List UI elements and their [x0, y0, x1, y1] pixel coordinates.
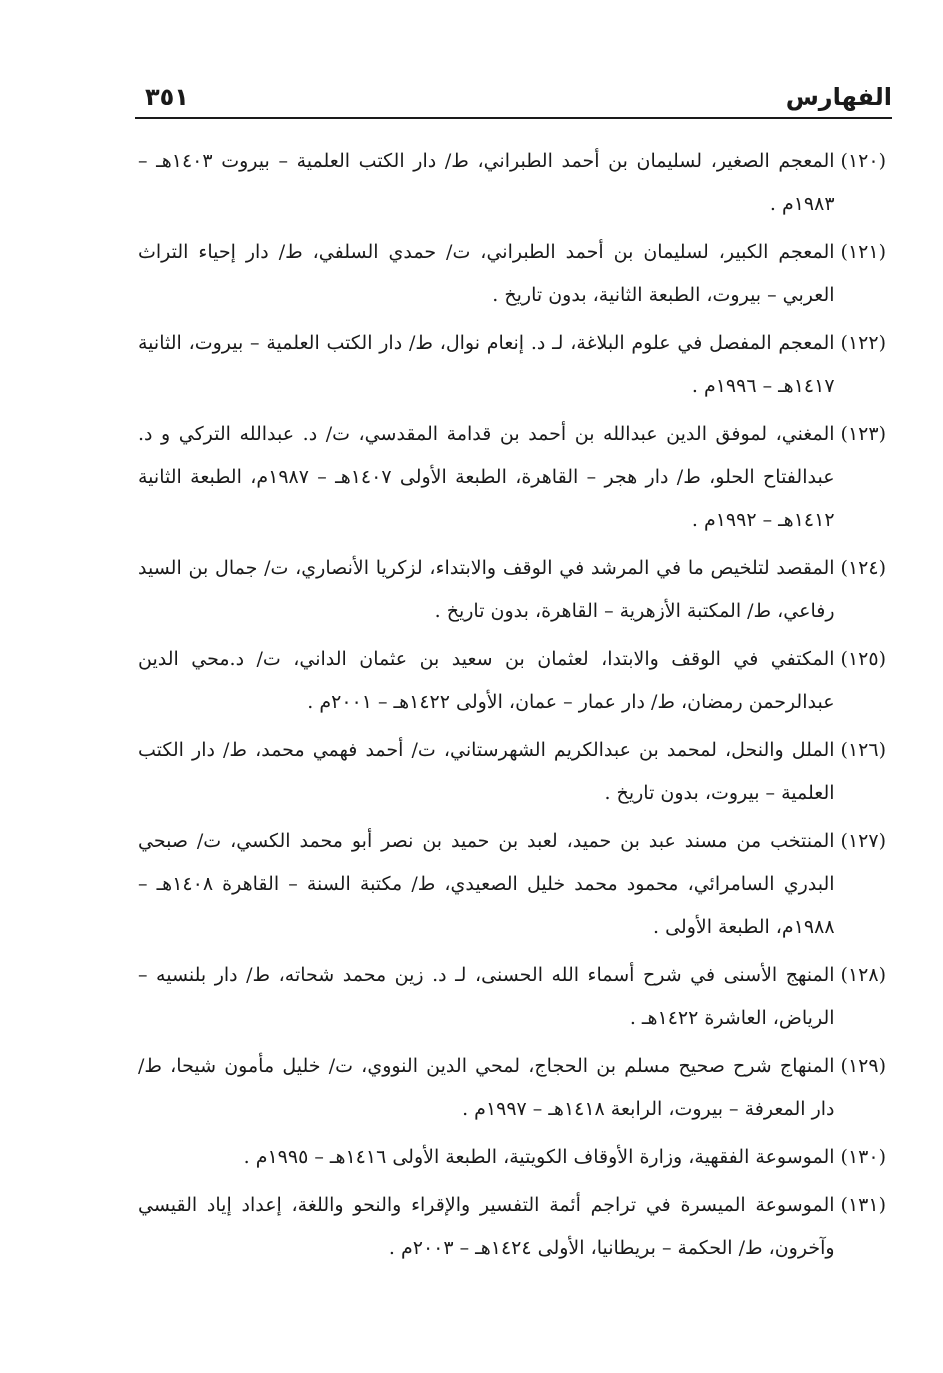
- bibliography-entry: [138, 1184, 886, 1270]
- bibliography-entry: [138, 231, 886, 317]
- bibliography-list: [138, 140, 886, 1275]
- entry-text: المنتخب من مسند عبد بن حميد، لعبد بن حميد بن نصر أبو محمد الكسي، ت/ صبحي البدري السامرائي، محمود محمد خليل الصعيدي، ط/ مكتبة السنة – القاهرة ١٤٠٨هـ – ١٩٨٨م، الطبعة الأولى .: [138, 830, 835, 938]
- entry-number: (١٢٠): [840, 150, 886, 172]
- entry-text: المعجم المفصل في علوم البلاغة، لـ د. إنعام نوال، ط/ دار الكتب العلمية – بيروت، الثانية ١٤١٧هـ – ١٩٩٦م .: [138, 332, 835, 397]
- entry-number: (١٣٠): [840, 1146, 886, 1168]
- entry-text: المكتفي في الوقف والابتدا، لعثمان بن سعيد بن عثمان الداني، ت/ د.محي الدين عبدالرحمن رمضان، ط/ دار عمار – عمان، الأولى ١٤٢٢هـ – ٢٠٠١م .: [138, 648, 835, 713]
- bibliography-entry: [138, 1136, 886, 1179]
- entry-text: الموسوعة الميسرة في تراجم أئمة التفسير والإقراء والنحو واللغة، إعداد إياد القيسي وآخرون، ط/ الحكمة – بريطانيا، الأولى ١٤٢٤هـ – ٢٠٠٣م .: [138, 1194, 835, 1259]
- entry-number: (١٢٨): [840, 964, 886, 986]
- page-title: الفهارس: [785, 83, 892, 111]
- entry-text: المقصد لتلخيص ما في المرشد في الوقف والابتداء، لزكريا الأنصاري، ت/ جمال بن السيد رفاعي، ط/ المكتبة الأزهرية – القاهرة، بدون تاريخ .: [138, 557, 835, 622]
- entry-text: المنهج الأسنى في شرح أسماء الله الحسنى، لـ د. زين محمد شحاته، ط/ دار بلنسيه – الرياض، العاشرة ١٤٢٢هـ .: [138, 964, 835, 1029]
- entry-text: الملل والنحل، لمحمد بن عبدالكريم الشهرستاني، ت/ أحمد فهمي محمد، ط/ دار الكتب العلمية – بيروت، بدون تاريخ .: [138, 739, 835, 804]
- entry-number: (١٢٣): [840, 423, 886, 445]
- entry-text: المنهاج شرح صحيح مسلم بن الحجاج، لمحي الدين النووي، ت/ خليل مأمون شيحا، ط/ دار المعرفة – بيروت، الرابعة ١٤١٨هـ – ١٩٩٧م .: [138, 1055, 835, 1120]
- bibliography-entry: [138, 729, 886, 815]
- entry-number: (١٢٤): [840, 557, 886, 579]
- entry-number: (١٢٦): [840, 739, 886, 761]
- bibliography-entry: [138, 820, 886, 949]
- bibliography-entry: [138, 638, 886, 724]
- entry-number: (١٢١): [840, 241, 886, 263]
- bibliography-entry: [138, 1045, 886, 1131]
- entry-text: المعجم الصغير، لسليمان بن أحمد الطبراني، ط/ دار الكتب العلمية – بيروت ١٤٠٣هـ – ١٩٨٣م .: [138, 150, 835, 215]
- bibliography-entry: [138, 954, 886, 1040]
- page-header: [135, 76, 892, 118]
- entry-number: (١٢٩): [840, 1055, 886, 1077]
- entry-number: (١٢٥): [840, 648, 886, 670]
- bibliography-entry: [138, 413, 886, 542]
- bibliography-entry: [138, 547, 886, 633]
- entry-text: الموسوعة الفقهية، وزارة الأوقاف الكويتية، الطبعة الأولى ١٤١٦هـ – ١٩٩٥م .: [243, 1146, 835, 1168]
- entry-number: (١٢٢): [840, 332, 886, 354]
- entry-text: المعجم الكبير، لسليمان بن أحمد الطبراني، ت/ حمدي السلفي، ط/ دار إحياء التراث العربي – بيروت، الطبعة الثانية، بدون تاريخ .: [138, 241, 835, 306]
- entry-text: المغني، لموفق الدين عبدالله بن أحمد بن قدامة المقدسي، ت/ د. عبدالله التركي و د. عبدالفتاح الحلو، ط/ دار هجر – القاهرة، الطبعة الأولى ١٤٠٧هـ – ١٩٨٧م، الطبعة الثانية ١٤١٢هـ – ١٩٩٢م .: [138, 423, 835, 531]
- page-number: ٣٥١: [145, 83, 189, 111]
- entry-number: (١٢٧): [840, 830, 886, 852]
- header-divider: [135, 117, 892, 119]
- bibliography-entry: [138, 322, 886, 408]
- bibliography-entry: [138, 140, 886, 226]
- entry-number: (١٣١): [840, 1194, 886, 1216]
